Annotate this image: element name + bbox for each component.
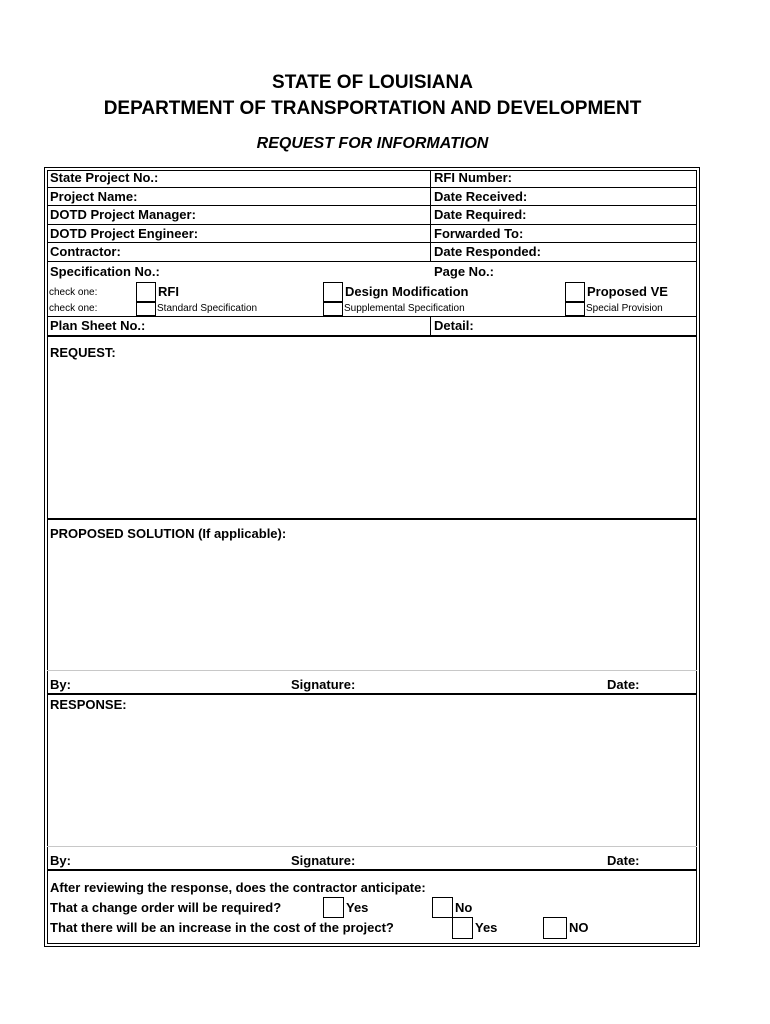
supplemental-specification-checkbox[interactable] bbox=[323, 302, 343, 316]
divider bbox=[47, 187, 697, 188]
date-received-label: Date Received: bbox=[434, 189, 528, 204]
supplemental-specification-label: Supplemental Specification bbox=[344, 303, 465, 314]
date-label: Date: bbox=[607, 677, 640, 692]
divider bbox=[47, 316, 697, 317]
change-order-yes-checkbox[interactable] bbox=[323, 897, 344, 918]
signature-label: Signature: bbox=[291, 853, 356, 868]
plan-sheet-no-label: Plan Sheet No.: bbox=[50, 318, 146, 333]
divider bbox=[47, 693, 697, 695]
divider bbox=[47, 242, 697, 243]
project-manager-label: DOTD Project Manager: bbox=[50, 207, 196, 222]
request-text-area[interactable] bbox=[48, 362, 696, 516]
divider bbox=[47, 205, 697, 206]
state-project-no-label: State Project No.: bbox=[50, 170, 159, 185]
divider bbox=[430, 316, 431, 336]
title-state: STATE OF LOUISIANA bbox=[272, 72, 473, 93]
divider bbox=[47, 224, 697, 225]
signature-label: Signature: bbox=[291, 677, 356, 692]
detail-label: Detail: bbox=[434, 318, 474, 333]
date-responded-label: Date Responded: bbox=[434, 244, 541, 259]
cost-increase-no-label: NO bbox=[569, 920, 589, 935]
change-order-question: That a change order will be required? bbox=[50, 900, 282, 915]
by-label: By: bbox=[50, 853, 71, 868]
response-label: RESPONSE: bbox=[50, 697, 127, 712]
change-order-no-checkbox[interactable] bbox=[432, 897, 453, 918]
request-label: REQUEST: bbox=[50, 345, 116, 360]
proposed-ve-checkbox[interactable] bbox=[565, 282, 585, 302]
standard-specification-label: Standard Specification bbox=[157, 303, 258, 314]
cost-increase-yes-label: Yes bbox=[475, 920, 498, 935]
rfi-option-label: RFI bbox=[158, 284, 179, 299]
specification-no-label: Specification No.: bbox=[50, 264, 160, 279]
rfi-checkbox[interactable] bbox=[136, 282, 156, 302]
form-title: REQUEST FOR INFORMATION bbox=[256, 135, 489, 152]
cost-increase-no-checkbox[interactable] bbox=[543, 917, 567, 939]
project-name-label: Project Name: bbox=[50, 189, 138, 204]
divider bbox=[47, 869, 697, 871]
divider bbox=[430, 170, 431, 261]
proposed-solution-text-area[interactable] bbox=[48, 545, 696, 667]
divider bbox=[47, 261, 697, 262]
cost-increase-yes-checkbox[interactable] bbox=[452, 917, 473, 939]
rfi-number-label: RFI Number: bbox=[434, 170, 512, 185]
check-one-label: check one: bbox=[49, 303, 98, 314]
page-no-label: Page No.: bbox=[434, 264, 494, 279]
divider bbox=[47, 335, 697, 337]
standard-specification-checkbox[interactable] bbox=[136, 302, 156, 316]
change-order-no-label: No bbox=[455, 900, 473, 915]
special-provision-checkbox[interactable] bbox=[565, 302, 585, 316]
divider bbox=[47, 670, 697, 671]
design-modification-checkbox[interactable] bbox=[323, 282, 343, 302]
contractor-label: Contractor: bbox=[50, 244, 121, 259]
special-provision-label: Special Provision bbox=[586, 303, 663, 314]
proposed-solution-label: PROPOSED SOLUTION (If applicable): bbox=[50, 526, 287, 541]
project-engineer-label: DOTD Project Engineer: bbox=[50, 226, 199, 241]
cost-increase-question: That there will be an increase in the cost of the project? bbox=[50, 920, 394, 935]
response-text-area[interactable] bbox=[48, 715, 696, 843]
date-label: Date: bbox=[607, 853, 640, 868]
check-one-label: check one: bbox=[49, 287, 98, 298]
change-order-yes-label: Yes bbox=[346, 900, 369, 915]
title-department: DEPARTMENT OF TRANSPORTATION AND DEVELOPMENT bbox=[103, 98, 642, 119]
design-modification-label: Design Modification bbox=[345, 284, 469, 299]
divider bbox=[47, 846, 697, 847]
proposed-ve-label: Proposed VE bbox=[587, 284, 668, 299]
by-label: By: bbox=[50, 677, 71, 692]
forwarded-to-label: Forwarded To: bbox=[434, 226, 524, 241]
divider bbox=[47, 518, 697, 520]
contractor-question: After reviewing the response, does the contractor anticipate: bbox=[50, 880, 426, 895]
date-required-label: Date Required: bbox=[434, 207, 527, 222]
